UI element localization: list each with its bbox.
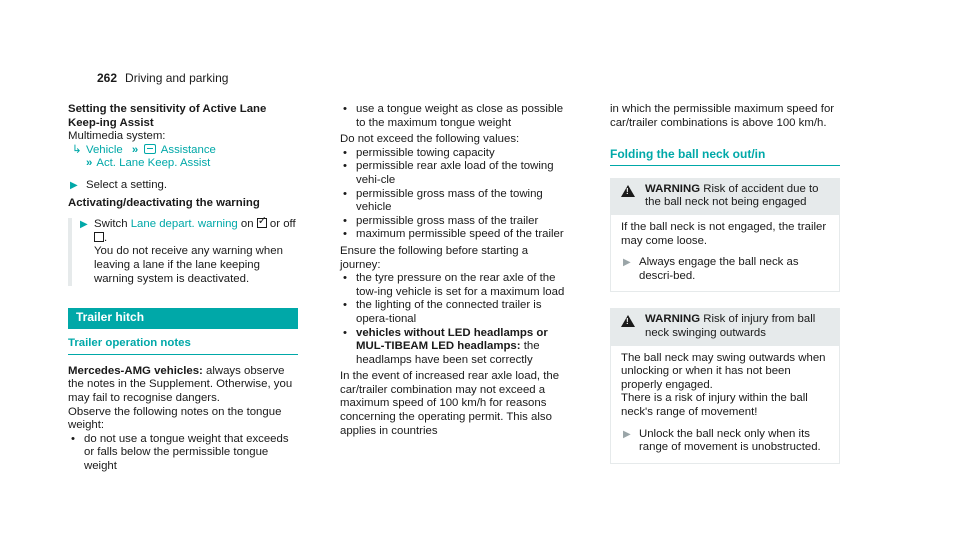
lane-depart-warning-link[interactable]: Lane depart. warning — [130, 218, 238, 231]
warning-body — [611, 346, 839, 463]
amg-text: always observe the notes in the Supplement. Otherwise, you may fail to recognise dangers. — [68, 364, 293, 404]
switch-or: or off — [266, 218, 296, 231]
folding-heading: Folding the ball neck out/in — [610, 148, 840, 166]
warning-label: WARNING — [645, 182, 701, 195]
section-title: Driving and parking — [125, 71, 229, 85]
list-item — [340, 327, 570, 368]
assistance-car-icon — [144, 144, 156, 154]
vehicle-link[interactable]: Vehicle — [86, 143, 123, 156]
warning-title: Risk of accident due to the ball neck not being engaged — [645, 182, 819, 209]
list-item: • permissible gross mass of the towing vehicle — [340, 188, 570, 215]
warning-header — [611, 179, 839, 215]
switch-note: You do not receive any warning when leaving a lane if the lane keeping warning system is deactivated. — [94, 245, 283, 285]
switch-end: . — [104, 231, 108, 244]
warning-label: WARNING — [645, 313, 701, 326]
warning-triangle-icon: ! — [621, 185, 635, 197]
warning-step-text: Always engage the ball neck as descri-bed. — [639, 256, 799, 282]
ensure-text: Ensure the following before starting a journey: — [340, 244, 529, 271]
chevron-double-icon: » — [86, 157, 93, 170]
menu-path-lane — [68, 157, 298, 171]
warning-step — [621, 428, 831, 455]
led-text: the headlamps have been set correctly — [356, 340, 540, 366]
activating-heading: Activating/deactivating the warning — [68, 196, 260, 209]
column-3 — [610, 103, 840, 464]
observe-text: Observe the following notes on the tongue weight: — [68, 405, 282, 432]
list-item: • the tyre pressure on the rear axle of the tow-ing vehicle is set for a maximum load — [340, 272, 570, 299]
page-header — [97, 72, 228, 86]
switch-prefix: Switch — [94, 218, 131, 231]
lane-keep-heading: Setting the sensitivity of Active Lane Keep-ing Assist — [68, 103, 267, 129]
trailer-notes-heading: Trailer operation notes — [68, 337, 298, 355]
assistance-link[interactable]: Assistance — [160, 143, 216, 156]
lane-keep-link[interactable]: Act. Lane Keep. Assist — [96, 157, 211, 170]
tongue-list-cont — [340, 103, 570, 130]
step-arrow-icon: ▶ — [70, 179, 78, 191]
chevron-double-icon: » — [131, 143, 139, 156]
select-step-text: Select a setting. — [86, 178, 168, 191]
return-arrow-icon: ↳ — [72, 143, 82, 156]
amg-note — [68, 365, 298, 406]
list-item: • permissible towing capacity — [340, 147, 570, 161]
step-arrow-icon: ▶ — [623, 257, 631, 269]
page-number: 262 — [97, 71, 118, 85]
warning-title: Risk of injury from ball neck swinging outwards — [645, 313, 816, 339]
menu-path-vehicle — [68, 144, 298, 158]
warning-triangle-icon: ! — [621, 315, 635, 327]
ensure-list — [340, 272, 570, 367]
warning-box-accident — [610, 178, 840, 293]
warning-text: The ball neck may swing outwards when unlocking or when it has not been properly engaged. — [621, 351, 826, 391]
list-item: • maximum permissible speed of the trailer — [340, 228, 570, 242]
trailer-hitch-banner: Trailer hitch — [68, 308, 298, 329]
tongue-list — [68, 433, 298, 474]
values-list — [340, 147, 570, 242]
amg-bold: Mercedes-AMG vehicles: — [68, 364, 203, 377]
step-arrow-icon: ▶ — [80, 219, 88, 231]
column-1 — [68, 103, 298, 473]
warning-text: If the ball neck is not engaged, the trailer may come loose. — [621, 220, 827, 247]
multimedia-label: Multimedia system: — [68, 130, 166, 143]
warning-header — [611, 309, 839, 345]
checkbox-empty-icon — [94, 232, 104, 242]
column-2 — [340, 103, 570, 438]
list-item: • do not use a tongue weight that exceeds or falls below the permissible tongue weight — [68, 433, 298, 474]
switch-step — [68, 218, 298, 286]
warning-box-injury — [610, 308, 840, 463]
step-arrow-icon: ▶ — [623, 428, 631, 440]
not-exceed-text: Do not exceed the following values: — [340, 133, 520, 146]
warning-text: There is a risk of injury within the ball neck's range of movement! — [621, 392, 808, 418]
list-item: • permissible gross mass of the trailer — [340, 215, 570, 229]
list-item: • use a tongue weight as close as possible to the maximum tongue weight — [340, 103, 570, 130]
event-text: In the event of increased rear axle load, the car/trailer combination may not exceed a maximum speed of 100 km/h for reasons concerning the operating permit. This also applies in countries — [340, 370, 560, 437]
warning-step — [621, 256, 831, 283]
warning-body — [611, 215, 839, 291]
led-bold: vehicles without LED headlamps or MUL-TIBEAM LED headlamps: — [356, 326, 548, 353]
checkbox-checked-icon — [257, 218, 267, 228]
switch-mid: on — [237, 218, 257, 231]
list-item: • the lighting of the connected trailer is opera-tional — [340, 299, 570, 326]
select-step — [68, 179, 298, 193]
list-item: • permissible rear axle load of the towing vehi-cle — [340, 160, 570, 187]
continuation-text: in which the permissible maximum speed for car/trailer combinations is above 100 km/h. — [610, 103, 835, 129]
warning-step-text: Unlock the ball neck only when its range of movement is unobstructed. — [639, 427, 821, 454]
